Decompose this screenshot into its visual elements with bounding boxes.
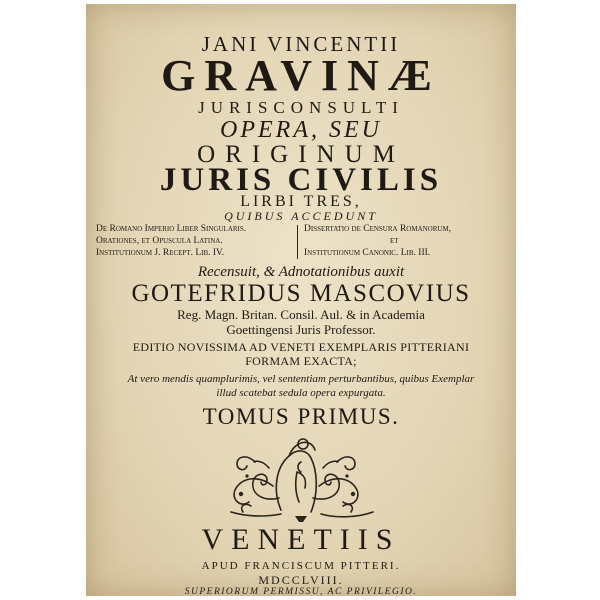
work-title-opera: OPERA, SEU [220, 117, 382, 143]
recensuit-line: Recensuit, & Adnotationibus auxit [197, 264, 405, 280]
work-title-originum: ORIGINUM [197, 141, 405, 168]
editor-affiliation-2: Goettingensi Juris Professor. [226, 322, 376, 337]
edition-statement-1: EDITIO NOVISSIMA AD VENETI EXEMPLARIS PITTERIANI [132, 340, 470, 354]
work-title-juris-civilis: JURIS CIVILIS [159, 162, 443, 198]
contents-left-item: Institutionum J. Recept. Lib. IV. [96, 248, 225, 258]
contents-left-item: Orationes, et Opuscula Latina. [96, 236, 223, 246]
imprint-privilege: SUPERIORUM PERMISSU, AC PRIVILEGIO. [184, 587, 418, 597]
imprint-printer: APUD FRANCISCUM PITTERI. [201, 560, 401, 572]
editor-affiliation-1: Reg. Magn. Britan. Consil. Aul. & in Academia [177, 307, 425, 322]
contents-right-column [304, 223, 504, 259]
work-title-libri: LIRBI TRES, [240, 193, 362, 210]
contents-left-item: De Romano Imperio Liber Singularis. [96, 224, 247, 234]
imprint-place: VENETIIS [201, 523, 401, 556]
contents-right-item: Institutionum Canonic. Lib. III. [304, 248, 431, 258]
edition-note-2: illud scatebat sedula opera expurgata. [216, 387, 386, 399]
author-first-name: JANI VINCENTII [201, 32, 401, 56]
contents-right-item: et [390, 236, 399, 246]
edition-note-1: At vero mendis quamplurimis, vel sententiam perturbantibus, quibus Exemplar [127, 373, 475, 385]
column-divider [297, 225, 298, 259]
author-title: JURISCONSULTI [198, 98, 404, 117]
editor-name: GOTEFRIDUS MASCOVIUS [131, 280, 471, 307]
volume-label: TOMUS PRIMUS. [202, 404, 400, 429]
imprint-year: MDCCLVIII. [258, 573, 344, 587]
author-surname: GRAVINÆ [161, 51, 441, 100]
contents-left-column [96, 223, 296, 259]
ornamental-vignette-icon [211, 432, 391, 524]
contents-columns [96, 223, 506, 265]
title-page [86, 4, 516, 596]
quibus-accedunt: QUIBUS ACCEDUNT [224, 209, 378, 223]
edition-statement-2: FORMAM EXACTA; [245, 354, 357, 368]
contents-right-item: Dissertatio de Censura Romanorum, [304, 224, 452, 234]
